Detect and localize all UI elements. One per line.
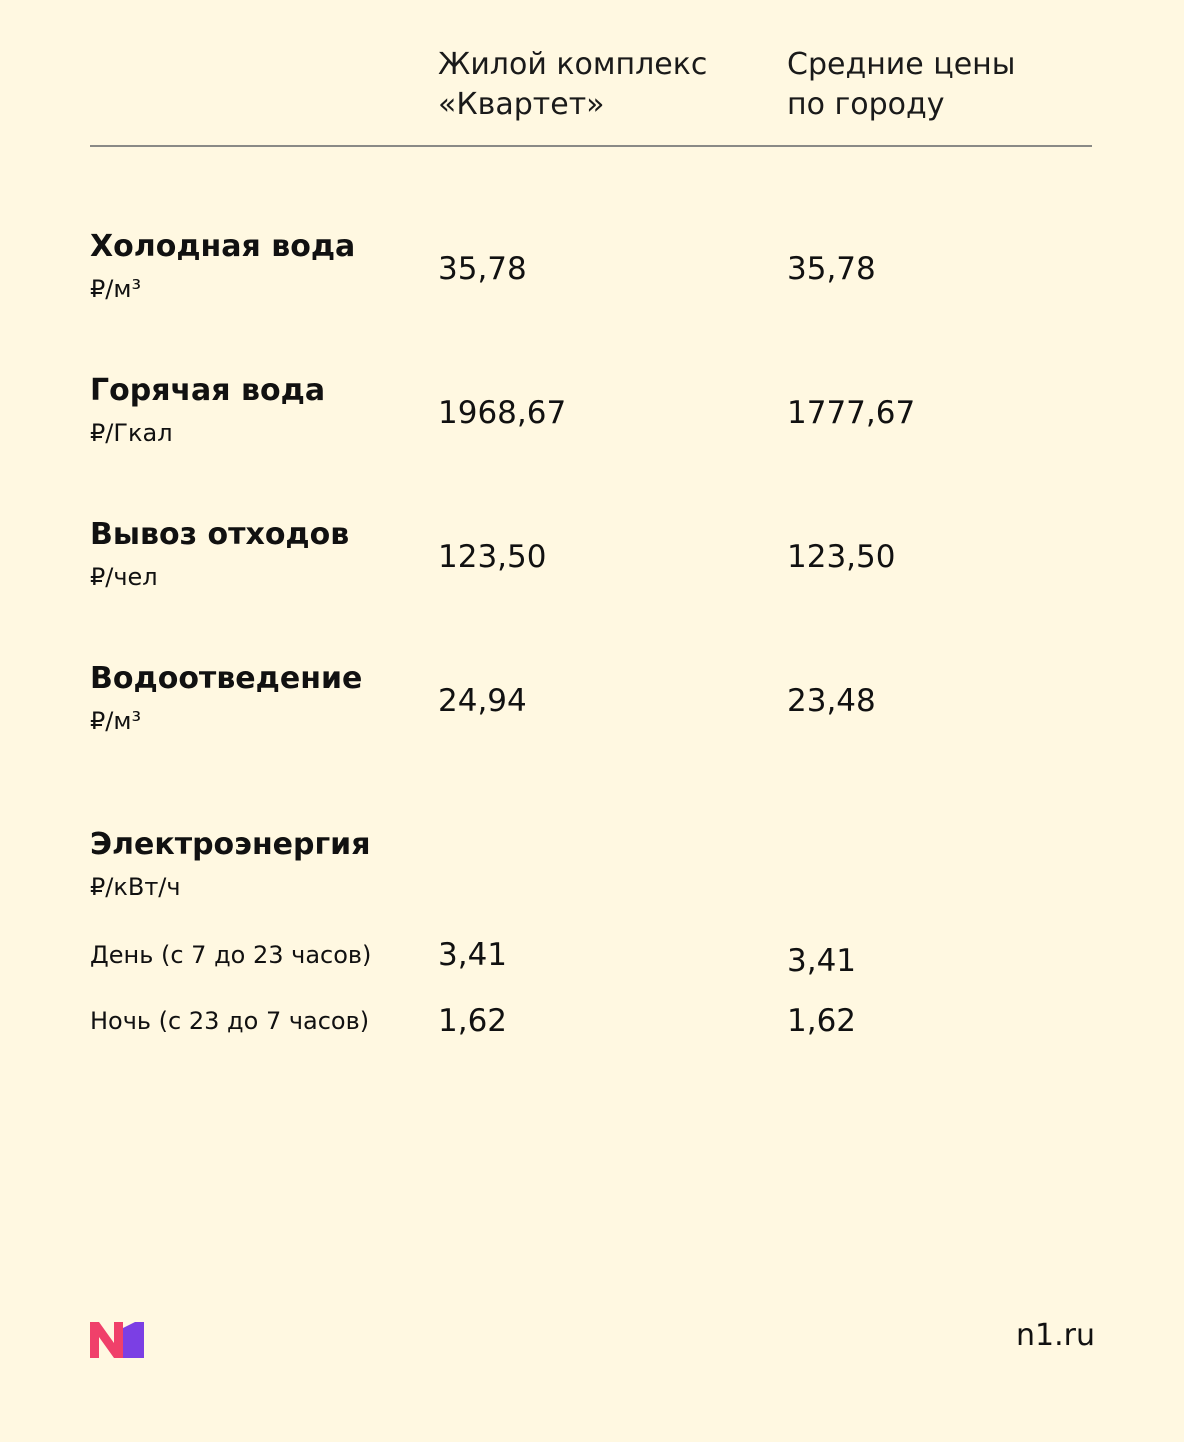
row-unit-cold-water: ₽/м³: [90, 275, 142, 303]
value-complex-hot-water: 1968,67: [438, 395, 567, 431]
site-url: n1.ru: [1016, 1318, 1095, 1353]
value-city-waste: 123,50: [787, 539, 896, 575]
electricity-day-label: День (с 7 до 23 часов): [90, 941, 372, 969]
value-city-hot-water: 1777,67: [787, 395, 916, 431]
row-label-sewerage: Водоотведение: [90, 661, 363, 696]
row-unit-electricity: ₽/кВт/ч: [90, 873, 181, 901]
row-unit-hot-water: ₽/Гкал: [90, 419, 173, 447]
column-header-city-line1: Средние цены: [787, 47, 1016, 82]
row-unit-sewerage: ₽/м³: [90, 707, 142, 735]
value-complex-cold-water: 35,78: [438, 251, 527, 287]
column-header-complex: [438, 45, 707, 125]
n1-logo-icon: [90, 1322, 146, 1358]
value-city-electricity-night: 1,62: [787, 1003, 857, 1039]
row-label-cold-water: Холодная вода: [90, 229, 356, 264]
value-complex-waste: 123,50: [438, 539, 547, 575]
value-city-cold-water: 35,78: [787, 251, 876, 287]
value-complex-electricity-day: 3,41: [438, 937, 508, 973]
value-complex-sewerage: 24,94: [438, 683, 527, 719]
row-unit-waste: ₽/чел: [90, 563, 158, 591]
column-header-city: [787, 45, 1015, 125]
value-complex-electricity-night: 1,62: [438, 1003, 508, 1039]
n1-logo-one-shape: [123, 1322, 144, 1358]
value-city-sewerage: 23,48: [787, 683, 876, 719]
value-city-electricity-day: 3,41: [787, 943, 857, 979]
header-divider: [90, 145, 1092, 147]
row-label-hot-water: Горячая вода: [90, 373, 326, 408]
column-header-city-line2: по городу: [787, 87, 945, 122]
electricity-night-label: Ночь (с 23 до 7 часов): [90, 1007, 370, 1035]
row-label-electricity: Электроэнергия: [90, 827, 371, 862]
column-header-complex-line1: Жилой комплекс: [438, 47, 708, 82]
column-header-complex-line2: «Квартет»: [438, 87, 605, 122]
row-label-waste: Вывоз отходов: [90, 517, 350, 552]
